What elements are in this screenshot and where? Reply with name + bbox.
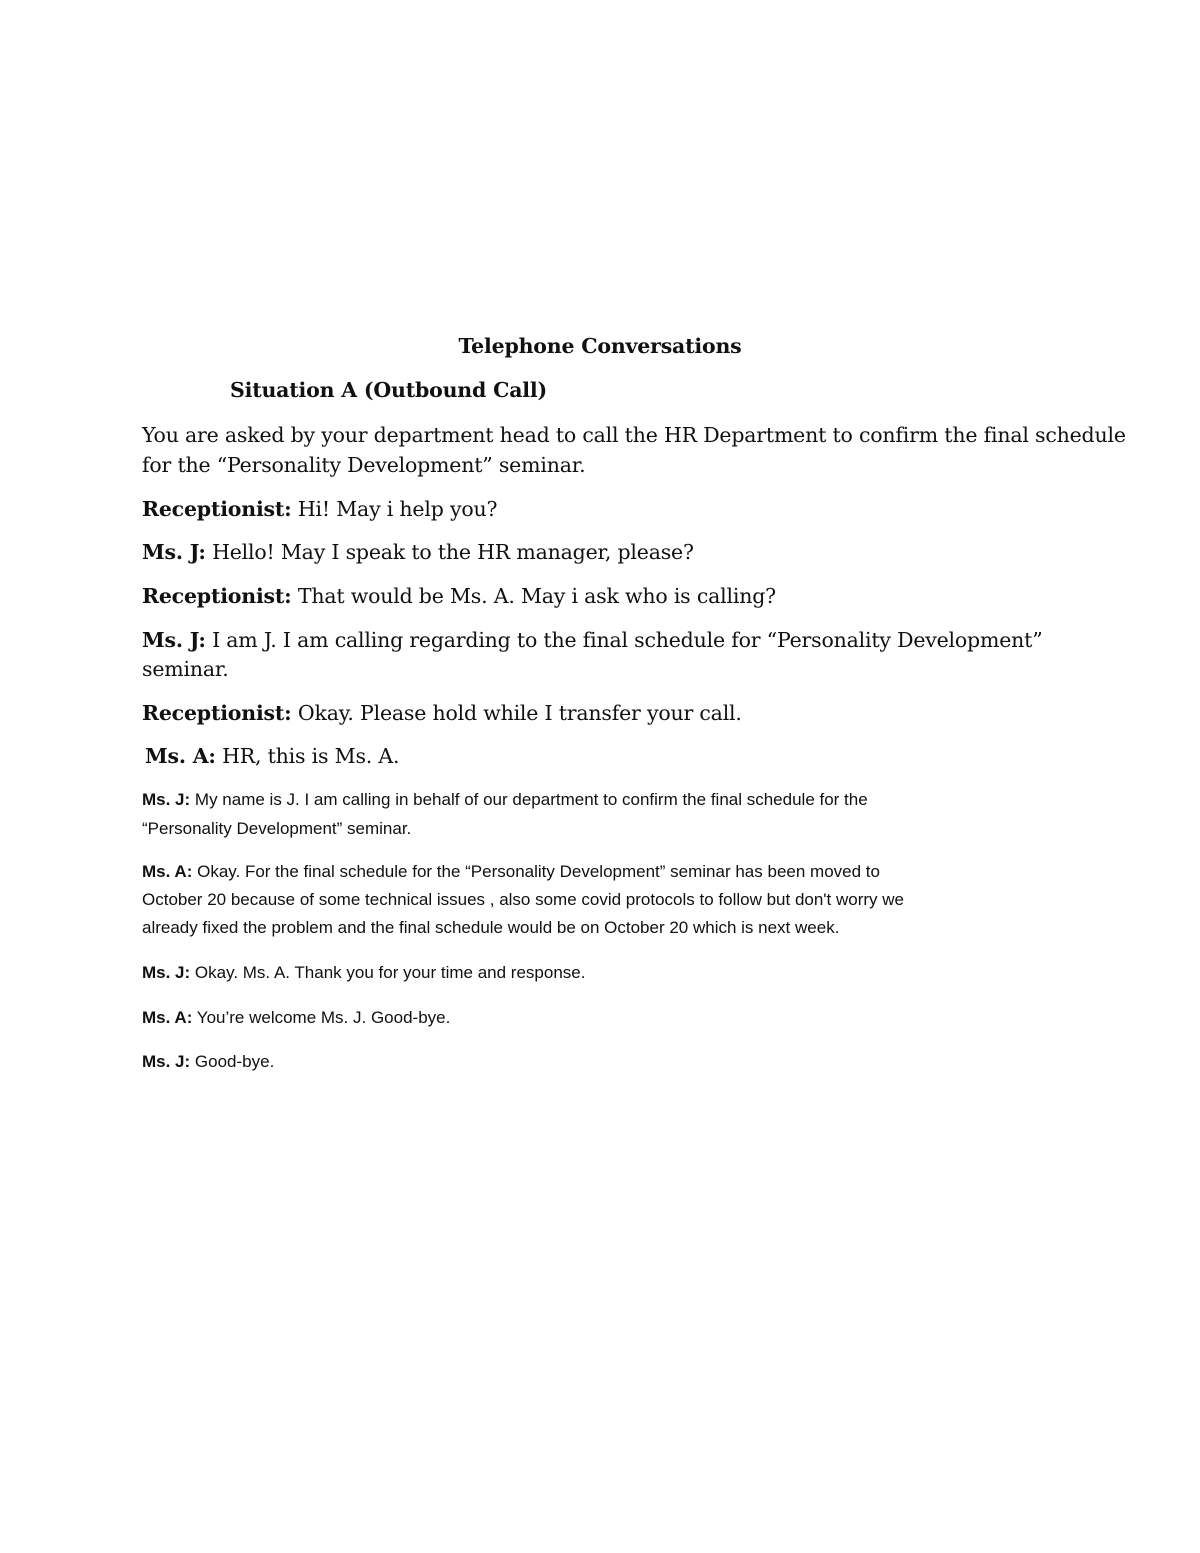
intro-line-1: You are asked by your department head to call the HR Department to confirm the final schedule	[142, 423, 1126, 447]
dialogue-line	[142, 790, 1072, 810]
speaker-label: Ms. A:	[142, 1008, 193, 1027]
dialogue-text: I am J. I am calling regarding to the final schedule for “Personality Development”	[205, 628, 1043, 652]
dialogue-line	[142, 963, 1072, 983]
document-title: Telephone Conversations	[458, 334, 742, 358]
speaker-label: Ms. J:	[142, 540, 206, 564]
dialogue-line	[142, 701, 1072, 725]
dialogue-line	[142, 1008, 1072, 1028]
dialogue-line	[142, 628, 1072, 652]
dialogue-text: Hi! May i help you?	[291, 497, 498, 521]
speaker-label: Receptionist:	[142, 701, 292, 725]
dialogue-text: My name is J. I am calling in behalf of our department to confirm the final schedule for the	[190, 790, 868, 809]
dialogue-line	[142, 1052, 1072, 1072]
dialogue-text: HR, this is Ms. A.	[215, 744, 400, 768]
dialogue-text: Okay. For the final schedule for the “Personality Development” seminar has been moved to	[192, 862, 880, 881]
dialogue-text: Okay. Please hold while I transfer your call.	[291, 701, 742, 725]
intro-line-2: for the “Personality Development” seminar.	[142, 453, 586, 477]
speaker-label: Receptionist:	[142, 497, 292, 521]
dialogue-continuation: already fixed the problem and the final schedule would be on October 20 which is next week.	[142, 918, 840, 937]
speaker-label: Ms. J:	[142, 1052, 191, 1071]
speaker-label: Ms. J:	[142, 628, 206, 652]
speaker-label: Receptionist:	[142, 584, 292, 608]
speaker-label: Ms. A:	[145, 744, 216, 768]
dialogue-continuation: “Personality Development” seminar.	[142, 819, 412, 838]
dialogue-continuation: October 20 because of some technical issues , also some covid protocols to follow but don't worry we	[142, 890, 905, 909]
dialogue-text: Hello! May I speak to the HR manager, please?	[205, 540, 694, 564]
situation-heading: Situation A (Outbound Call)	[230, 378, 547, 402]
dialogue-text: Good-bye.	[190, 1052, 275, 1071]
dialogue-line	[142, 584, 1072, 608]
speaker-label: Ms. J:	[142, 963, 191, 982]
dialogue-text: Okay. Ms. A. Thank you for your time and response.	[190, 963, 586, 982]
dialogue-line	[142, 497, 1072, 521]
dialogue-line	[142, 540, 1072, 564]
dialogue-line	[145, 744, 1075, 768]
dialogue-continuation: seminar.	[142, 657, 229, 681]
dialogue-text: That would be Ms. A. May i ask who is calling?	[291, 584, 776, 608]
speaker-label: Ms. A:	[142, 862, 193, 881]
dialogue-text: You’re welcome Ms. J. Good-bye.	[192, 1008, 451, 1027]
speaker-label: Ms. J:	[142, 790, 191, 809]
dialogue-line	[142, 862, 1072, 882]
